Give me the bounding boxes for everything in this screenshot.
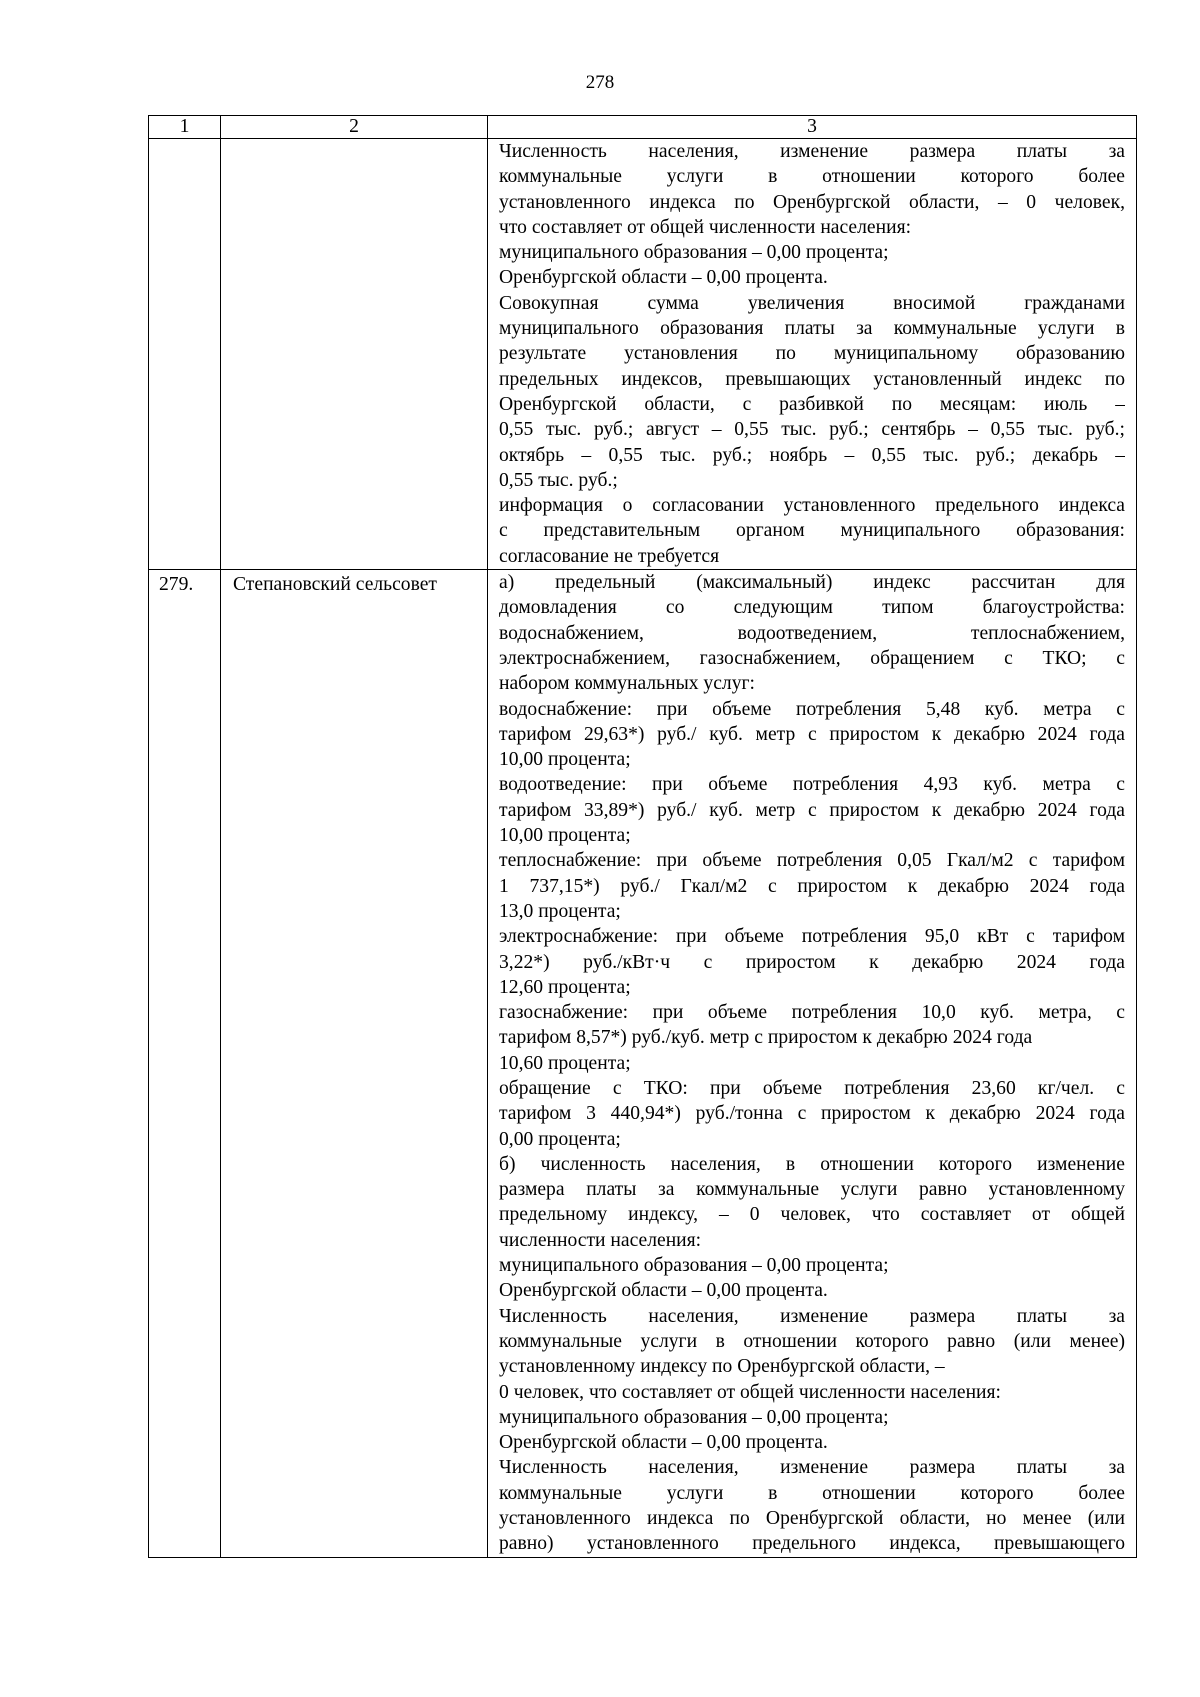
text-line: 3,22*) руб./кВт·ч с приростом к декабрю 2024 года (499, 951, 1125, 973)
text-line: информация о согласовании установленного предельного индекса (499, 495, 1125, 517)
text-line: коммунальные услуги в отношении которого более (499, 166, 1125, 188)
text-line: муниципального образования платы за коммунальные услуги в (499, 318, 1125, 340)
municipality-name-cell (221, 139, 488, 570)
text-line: газоснабжение: при объеме потребления 10,0 куб. метра, с (499, 1002, 1125, 1024)
text-line: установленному индексу по Оренбургской области, – (499, 1356, 945, 1378)
text-line: б) численность населения, в отношении которого изменение (499, 1153, 1125, 1175)
text-line: набором коммунальных услуг: (499, 673, 755, 695)
text-line: водоотведение: при объеме потребления 4,93 куб. метра с (499, 774, 1125, 796)
row-number-cell: 279. (149, 570, 221, 1558)
text-line: результате установления по муниципальному образованию (499, 343, 1125, 365)
text-line: тарифом 8,57*) руб./куб. метр с приростом к декабрю 2024 года (499, 1027, 1033, 1049)
data-table (148, 115, 1137, 1558)
table-row (149, 139, 1137, 570)
text-line: домовладения со следующим типом благоустройства: (499, 597, 1125, 619)
header-cell-2: 2 (221, 116, 488, 139)
text-line: муниципального образования – 0,00 процента; (499, 1406, 889, 1428)
text-line: установленного индекса по Оренбургской области, – 0 человек, (499, 191, 1125, 213)
header-cell-1: 1 (149, 116, 221, 139)
text-line: октябрь – 0,55 тыс. руб.; ноябрь – 0,55 тыс. руб.; декабрь – (499, 444, 1125, 466)
text-line: 0,00 процента; (499, 1128, 621, 1150)
description-cell (488, 570, 1137, 1558)
text-line: Численность населения, изменение размера платы за (499, 1305, 1125, 1327)
text-line: коммунальные услуги в отношении которого более (499, 1482, 1125, 1504)
text-line: 10,00 процента; (499, 749, 631, 771)
description-cell (488, 139, 1137, 570)
text-line: Численность населения, изменение размера платы за (499, 141, 1125, 162)
text-line: предельному индексу, – 0 человек, что составляет от общей (499, 1204, 1125, 1226)
text-line: Совокупная сумма увеличения вносимой гражданами (499, 292, 1125, 314)
text-line: численности населения: (499, 1229, 702, 1251)
text-line: тарифом 29,63*) руб./ куб. метр с приростом к декабрю 2024 года (499, 723, 1125, 745)
text-line: Численность населения, изменение размера платы за (499, 1457, 1125, 1479)
text-line: 10,00 процента; (499, 825, 631, 847)
text-line: 1 737,15*) руб./ Гкал/м2 с приростом к декабрю 2024 года (499, 875, 1125, 897)
text-line: 13,0 процента; (499, 900, 621, 922)
text-line: Оренбургской области – 0,00 процента. (499, 1280, 828, 1302)
text-line: теплоснабжение: при объеме потребления 0,05 Гкал/м2 с тарифом (499, 850, 1125, 872)
text-line: равно) установленного предельного индекса, превышающего (499, 1533, 1125, 1555)
text-line: Оренбургской области, с разбивкой по месяцам: июль – (499, 393, 1125, 415)
text-line: 0,55 тыс. руб.; август – 0,55 тыс. руб.; сентябрь – 0,55 тыс. руб.; (499, 419, 1125, 441)
text-line: электроснабжение: при объеме потребления 95,0 кВт с тарифом (499, 926, 1125, 948)
text-line: а) предельный (максимальный) индекс рассчитан для (499, 572, 1125, 594)
text-line: с представительным органом муниципального образования: (499, 520, 1125, 542)
text-line: муниципального образования – 0,00 процента; (499, 242, 889, 264)
row-number-cell (149, 139, 221, 570)
table-header-row (149, 116, 1137, 139)
header-cell-3: 3 (488, 116, 1137, 139)
text-line: согласование не требуется (499, 545, 720, 567)
text-line: что составляет от общей численности населения: (499, 216, 912, 238)
text-line: обращение с ТКО: при объеме потребления 23,60 кг/чел. с (499, 1077, 1125, 1099)
text-line: установленного индекса по Оренбургской области, но менее (или (499, 1508, 1125, 1530)
text-line: водоснабжение: при объеме потребления 5,48 куб. метра с (499, 698, 1125, 720)
page-number: 278 (585, 72, 615, 93)
text-line: тарифом 3 440,94*) руб./тонна с приростом к декабрю 2024 года (499, 1103, 1125, 1125)
text-line: Оренбургской области – 0,00 процента. (499, 1432, 828, 1454)
text-line: муниципального образования – 0,00 процента; (499, 1255, 889, 1277)
text-line: размера платы за коммунальные услуги равно установленному (499, 1179, 1125, 1201)
text-line: коммунальные услуги в отношении которого равно (или менее) (499, 1330, 1125, 1352)
text-line: предельных индексов, превышающих установленный индекс по (499, 368, 1125, 390)
text-line: 12,60 процента; (499, 976, 631, 998)
text-line: 10,60 процента; (499, 1052, 631, 1074)
text-line: 0 человек, что составляет от общей численности населения: (499, 1381, 1002, 1403)
text-line: 0,55 тыс. руб.; (499, 469, 618, 491)
text-line: Оренбургской области – 0,00 процента. (499, 267, 828, 289)
text-line: тарифом 33,89*) руб./ куб. метр с приростом к декабрю 2024 года (499, 799, 1125, 821)
text-line: электроснабжением, газоснабжением, обращением с ТКО; с (499, 647, 1125, 669)
municipality-name-cell: Степановский сельсовет (221, 570, 488, 1558)
text-line: водоснабжением, водоотведением, теплоснабжением, (499, 622, 1125, 644)
table-row (149, 570, 1137, 1558)
